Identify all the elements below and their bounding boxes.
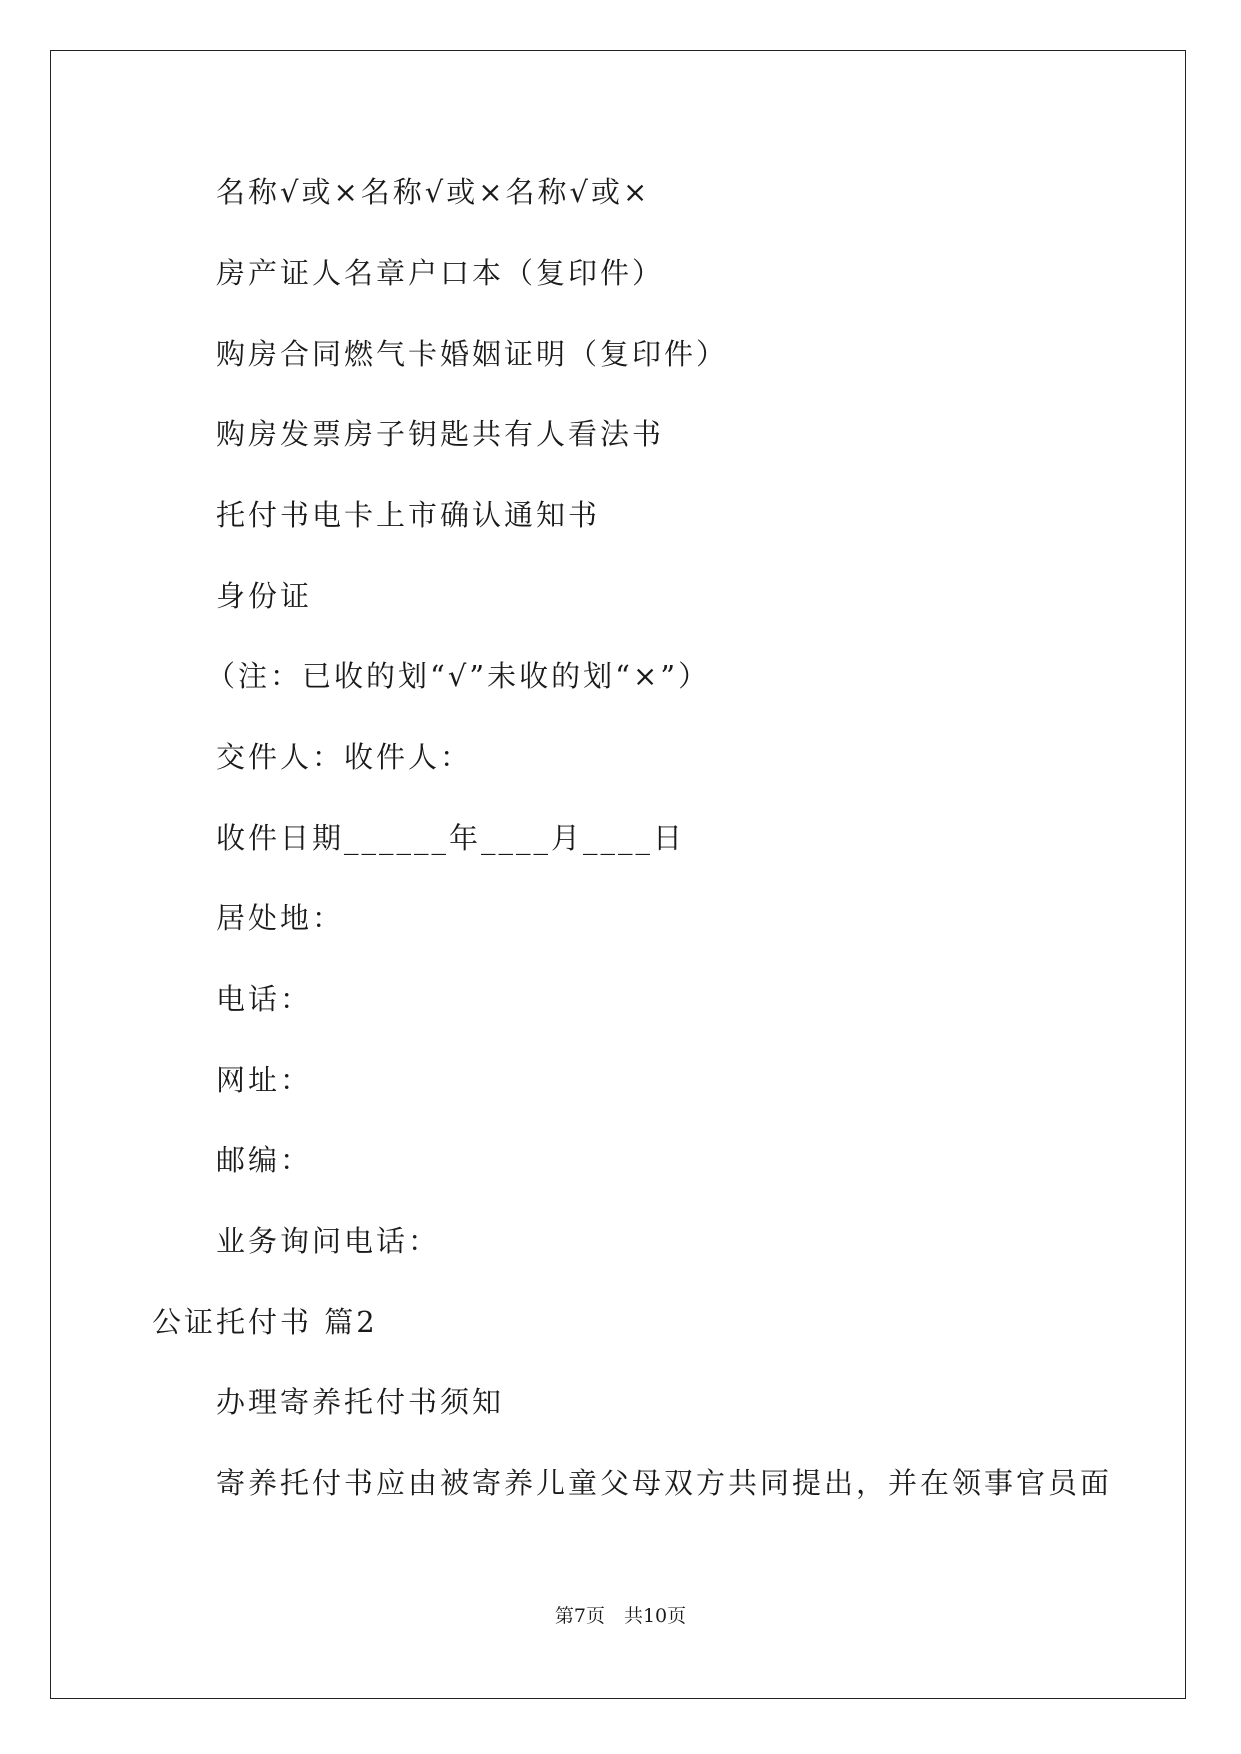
address-line: 居处地： — [216, 901, 345, 935]
document-list-line: 购房发票房子钥匙共有人看法书 — [216, 417, 665, 451]
note-line: （注：已收的划“√”未收的划“×”） — [206, 659, 711, 693]
handover-line: 交件人：收件人： — [216, 740, 473, 774]
receipt-date-line: 收件日期______年____月____日 — [216, 821, 686, 855]
document-list-line: 房产证人名章户口本（复印件） — [216, 256, 665, 290]
phone-line: 电话： — [216, 982, 313, 1016]
section-heading: 公证托付书 篇2 — [152, 1305, 378, 1339]
section-subtitle: 办理寄养托付书须知 — [216, 1385, 505, 1419]
page-footer: 第7页 共10页 — [554, 1605, 687, 1627]
document-list-line: 身份证 — [216, 579, 313, 613]
postcode-line: 邮编： — [216, 1143, 313, 1177]
checklist-header-line: 名称√或×名称√或×名称√或× — [216, 175, 651, 209]
page-border — [50, 50, 1186, 1699]
document-list-line: 托付书电卡上市确认通知书 — [216, 498, 601, 532]
website-line: 网址： — [216, 1063, 313, 1097]
document-list-line: 购房合同燃气卡婚姻证明（复印件） — [216, 337, 729, 371]
inquiry-phone-line: 业务询问电话： — [216, 1224, 441, 1258]
body-paragraph: 寄养托付书应由被寄养儿童父母双方共同提出，并在领事官员面 — [216, 1466, 1113, 1500]
